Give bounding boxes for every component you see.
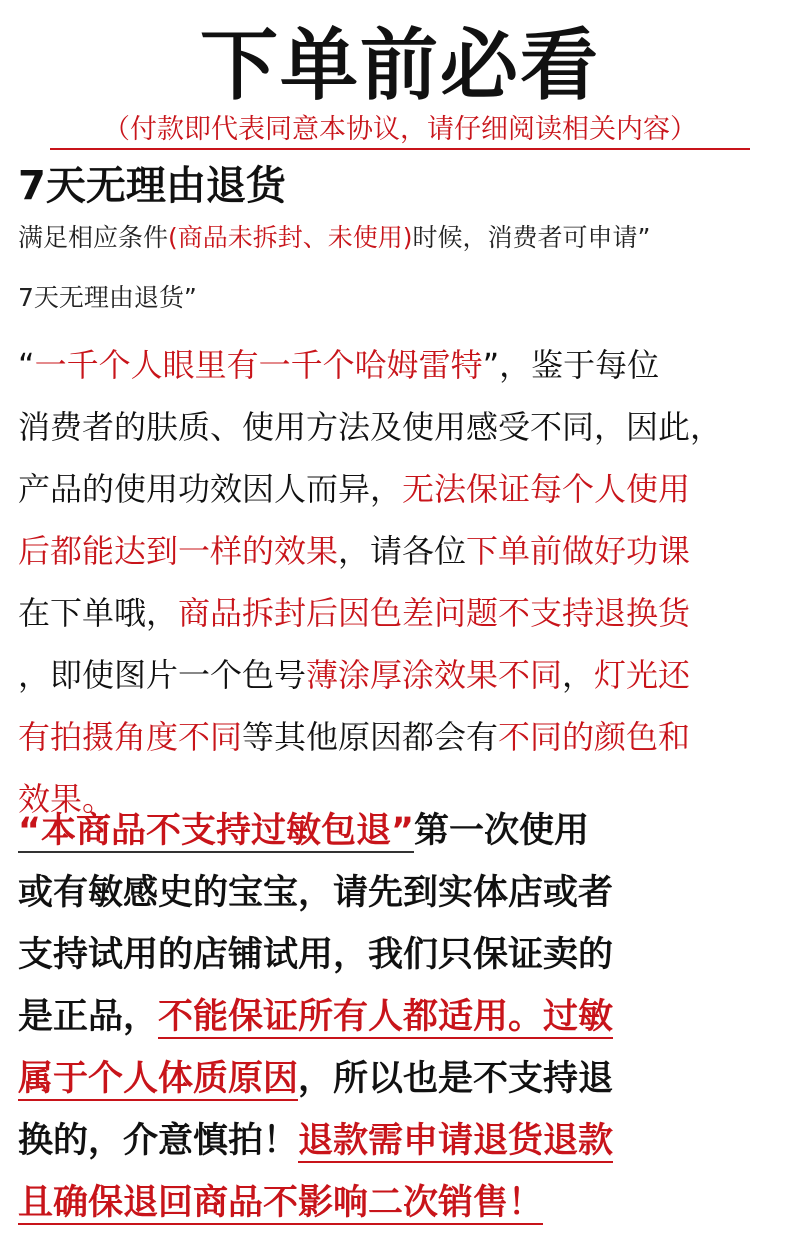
- allergy-text: 换的，介意慎拍！: [18, 1121, 299, 1161]
- notice-highlight: 薄涂厚涂效果不同: [306, 656, 563, 694]
- notice-highlight: 无法保证每个人使用: [402, 470, 691, 508]
- allergy-line: [18, 986, 788, 1048]
- allergy-text: ，所以也是不支持退: [298, 1059, 614, 1099]
- return-policy-line-1: [18, 218, 650, 258]
- allergy-line: [18, 1048, 788, 1110]
- notice-line: [18, 334, 788, 396]
- allergy-line: 或有敏感史的宝宝，请先到实体店或者: [18, 873, 614, 913]
- agreement-text: （付款即代表同意本协议，请仔细阅读相关内容）: [103, 114, 697, 145]
- quote-open: “: [18, 346, 35, 384]
- notice-line: 效果。: [18, 780, 115, 818]
- refund-highlight: 退款需申请退货退款: [298, 1121, 614, 1161]
- notice-text: 等其他原因都会有: [242, 718, 499, 756]
- notice-line: 消费者的肤质、使用方法及使用感受不同，因此，: [18, 408, 723, 446]
- page-title: 下单前必看: [199, 21, 600, 111]
- hamlet-quote: 一千个人眼里有一千个哈姆雷特: [34, 346, 483, 384]
- return-policy-heading: 7天无理由退货: [18, 163, 286, 209]
- notice-highlight: 商品拆封后因色差问题不支持退换货: [178, 594, 691, 632]
- allergy-highlight: 不能保证所有人都适用。过敏: [158, 997, 614, 1037]
- allergy-text: 是正品，: [18, 997, 159, 1037]
- allergy-line: [18, 1110, 788, 1172]
- condition-text: 满足相应条件: [18, 223, 169, 252]
- notice-text: ，请各位: [338, 532, 467, 570]
- allergy-line: [18, 1172, 788, 1234]
- refund-highlight: 且确保退回商品不影响二次销售！: [18, 1183, 544, 1223]
- notice-highlight: 有拍摄角度不同: [18, 718, 243, 756]
- allergy-heading: “本商品不支持过敏包退”: [18, 811, 415, 851]
- notice-text: 产品的使用功效因人而异，: [18, 470, 403, 508]
- notice-line: [18, 582, 788, 644]
- notice-line: [18, 520, 788, 582]
- notice-text: 在下单哦，: [18, 594, 179, 632]
- condition-tail: 时候，消费者可申请”: [412, 223, 651, 252]
- allergy-notice: [18, 800, 788, 1234]
- agreement-notice: [50, 112, 750, 150]
- notice-line: [18, 644, 788, 706]
- notice-text: ，: [562, 656, 595, 694]
- allergy-line: [18, 800, 788, 862]
- notice-text: ，即使图片一个色号: [18, 656, 307, 694]
- allergy-text: 第一次使用: [414, 811, 590, 851]
- notice-highlight: 下单前做好功课: [466, 532, 691, 570]
- notice-text: ”，鉴于每位: [482, 346, 660, 384]
- notice-line: [18, 458, 788, 520]
- allergy-line: 支持试用的店铺试用，我们只保证卖的: [18, 935, 614, 975]
- allergy-highlight: 属于个人体质原因: [18, 1059, 299, 1099]
- notice-highlight: 不同的颜色和: [498, 718, 691, 756]
- notice-line: [18, 706, 788, 768]
- condition-highlight: (商品未拆封、未使用): [168, 223, 413, 252]
- return-policy-line-2: 7天无理由退货”: [18, 283, 197, 312]
- effect-notice: [18, 334, 788, 830]
- notice-highlight: 后都能达到一样的效果: [18, 532, 339, 570]
- notice-highlight: 灯光还: [594, 656, 691, 694]
